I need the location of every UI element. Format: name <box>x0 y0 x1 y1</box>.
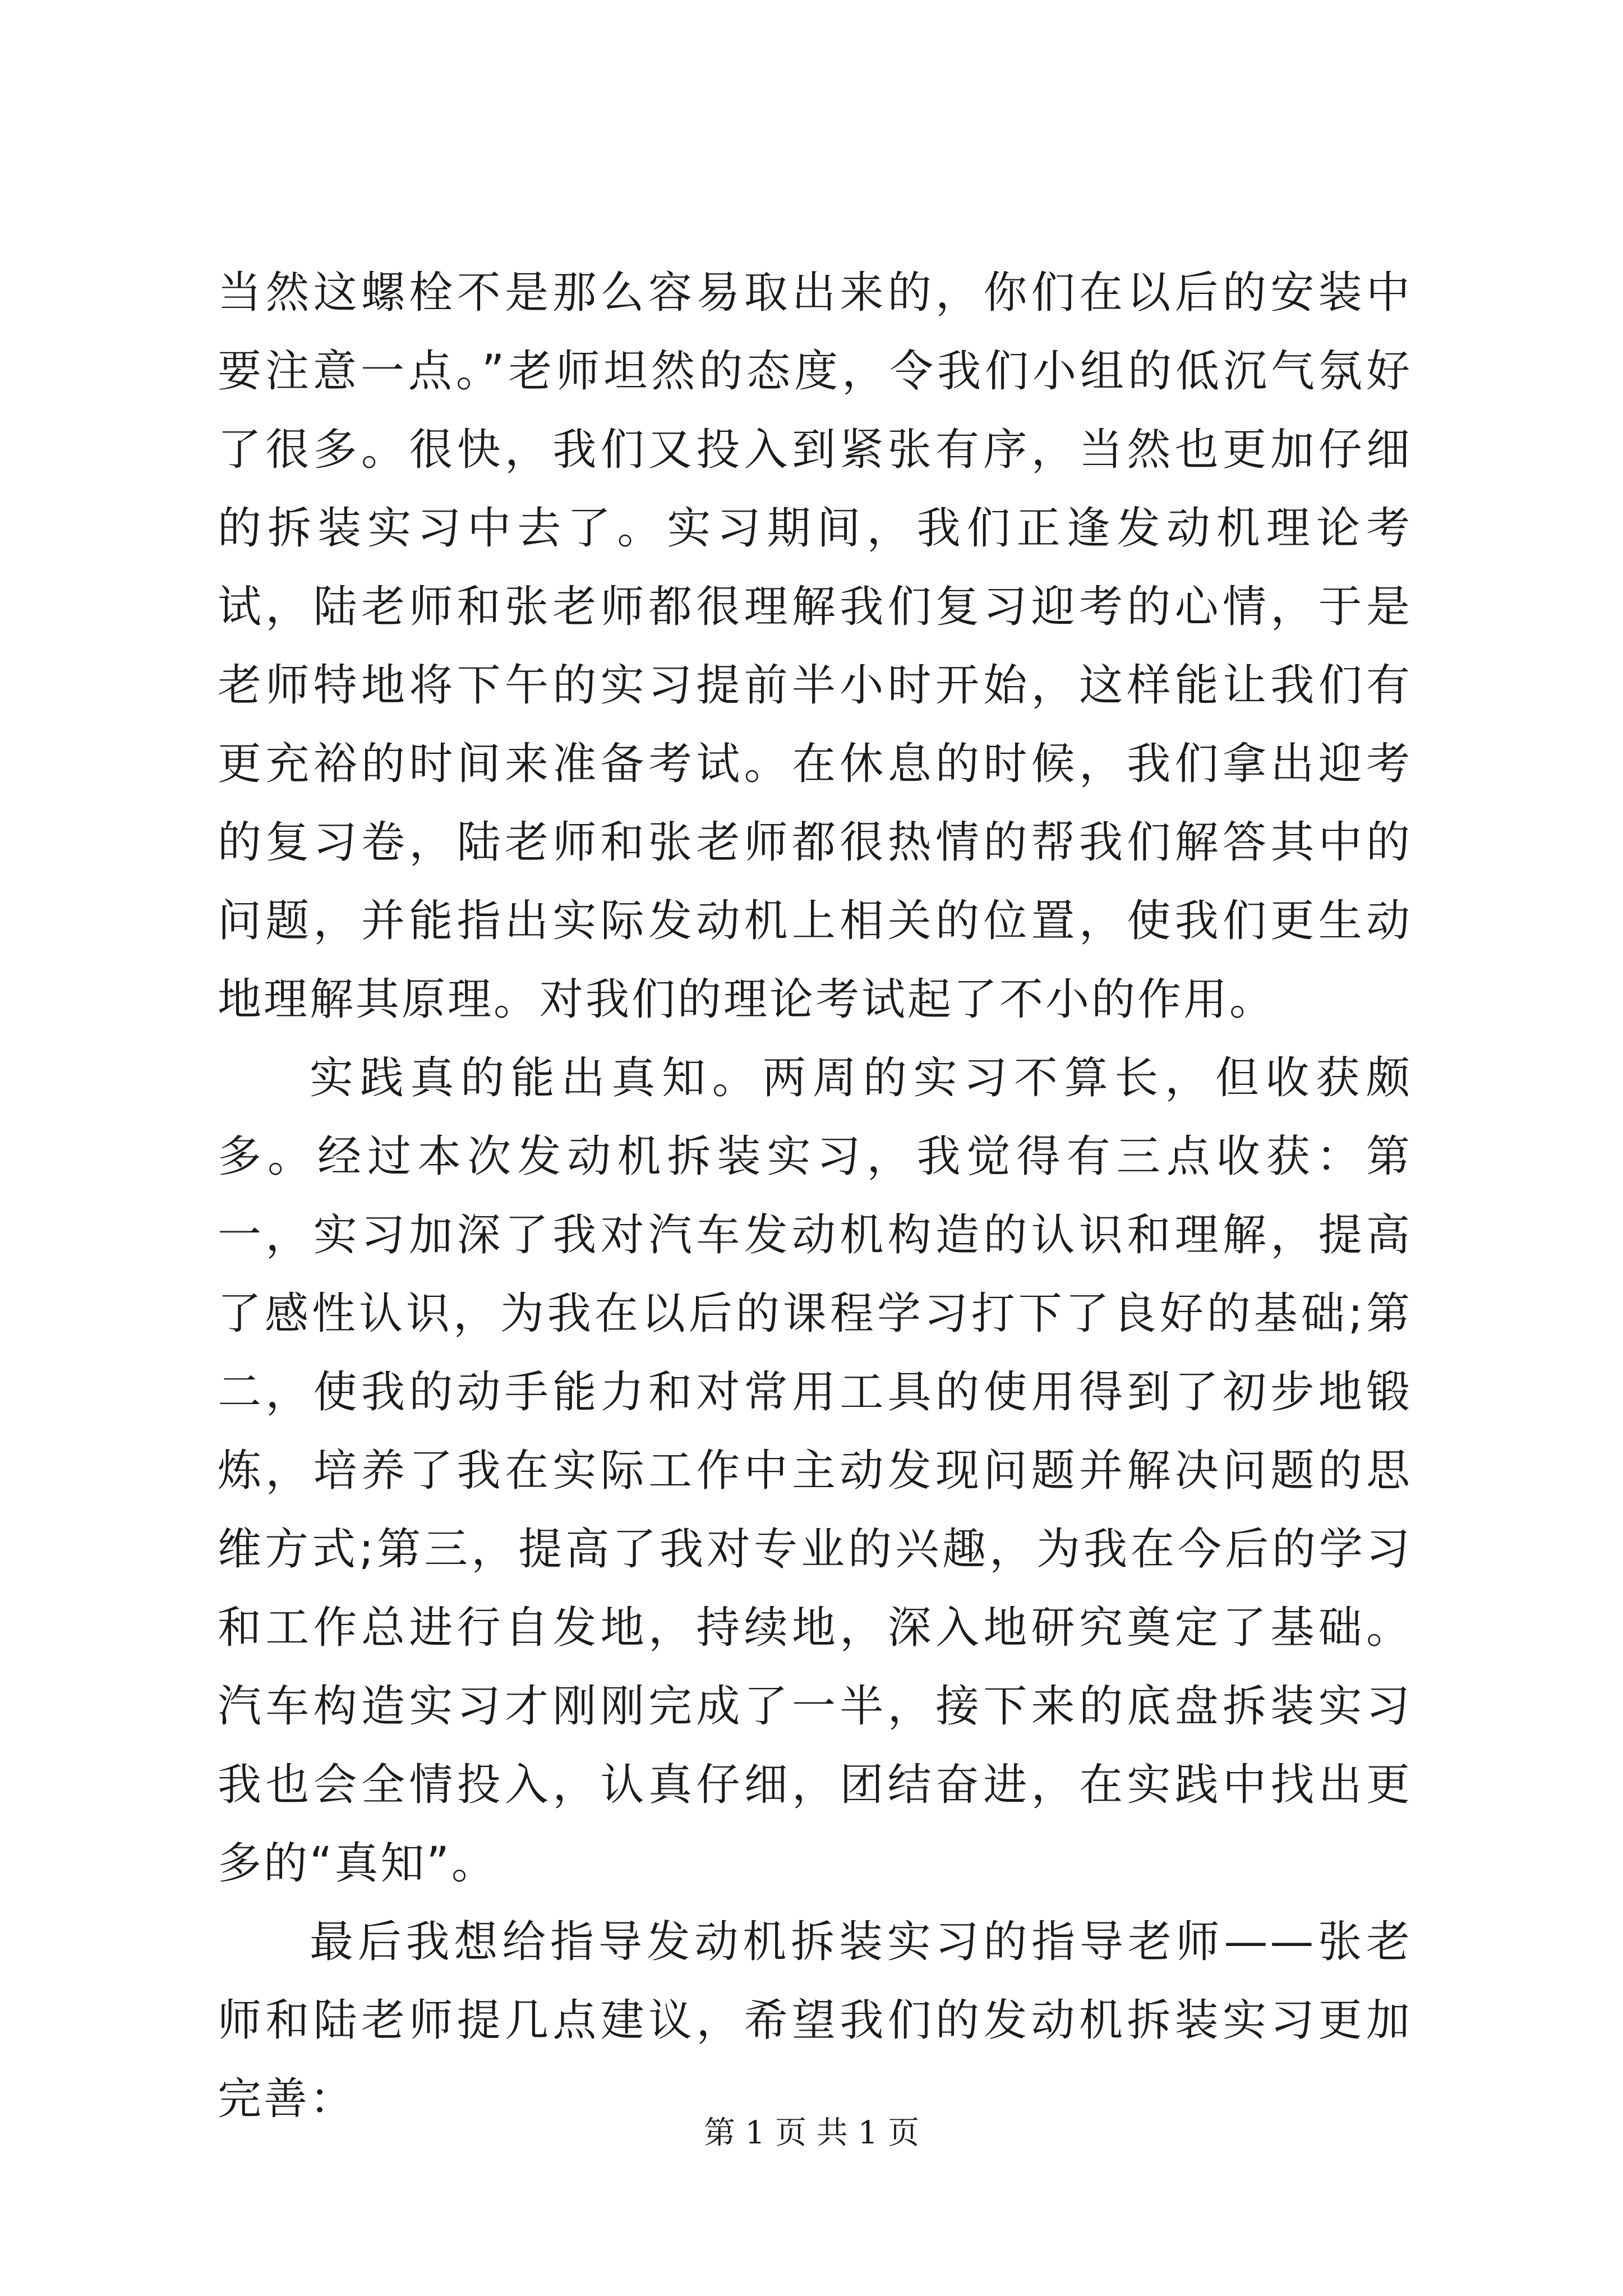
paragraph-suggestions: 最后我想给指导发动机拆装实习的指导老师——张老师和陆老师提几点建议，希望我们的发动机拆装实习更加完善： <box>218 1917 1412 2124</box>
paragraph-continuation: 当然这螺栓不是那么容易取出来的，你们在以后的安装中要注意一点。”老师坦然的态度，令我们小组的低沉气氛好了很多。很快，我们又投入到紧张有序，当然也更加仔细的拆装实习中去了。实习期间，我们正逢发动机理论考试，陆老师和张老师都很理解我们复习迎考的心情，于是老师特地将下午的实习提前半小时开始，这样能让我们有更充裕的时间来准备考试。在休息的时候，我们拿出迎考的复习卷，陆老师和张老师都很热情的帮我们解答其中的问题，并能指出实际发动机上相关的位置，使我们更生动地理解其原理。对我们的理论考试起了不小的作用。 <box>218 268 1412 1025</box>
paragraph-practice-gains: 实践真的能出真知。两周的实习不算长，但收获颇多。经过本次发动机拆装实习，我觉得有三点收获：第一，实习加深了我对汽车发动机构造的认识和理解，提高了感性认识，为我在以后的课程学习打下了良好的基础;第二，使我的动手能力和对常用工具的使用得到了初步地锻炼，培养了我在实际工作中主动发现问题并解决问题的思维方式;第三，提高了我对专业的兴趣，为我在今后的学习和工作总进行自发地，持续地，深入地研究奠定了基础。汽车构造实习才刚刚完成了一半，接下来的底盘拆装实习我也会全情投入，认真仔细，团结奋进，在实践中找出更多的“真知”。 <box>218 1053 1412 1889</box>
document-body <box>218 254 1412 2138</box>
page-number-footer: 第 1 页 共 1 页 <box>703 2115 920 2151</box>
